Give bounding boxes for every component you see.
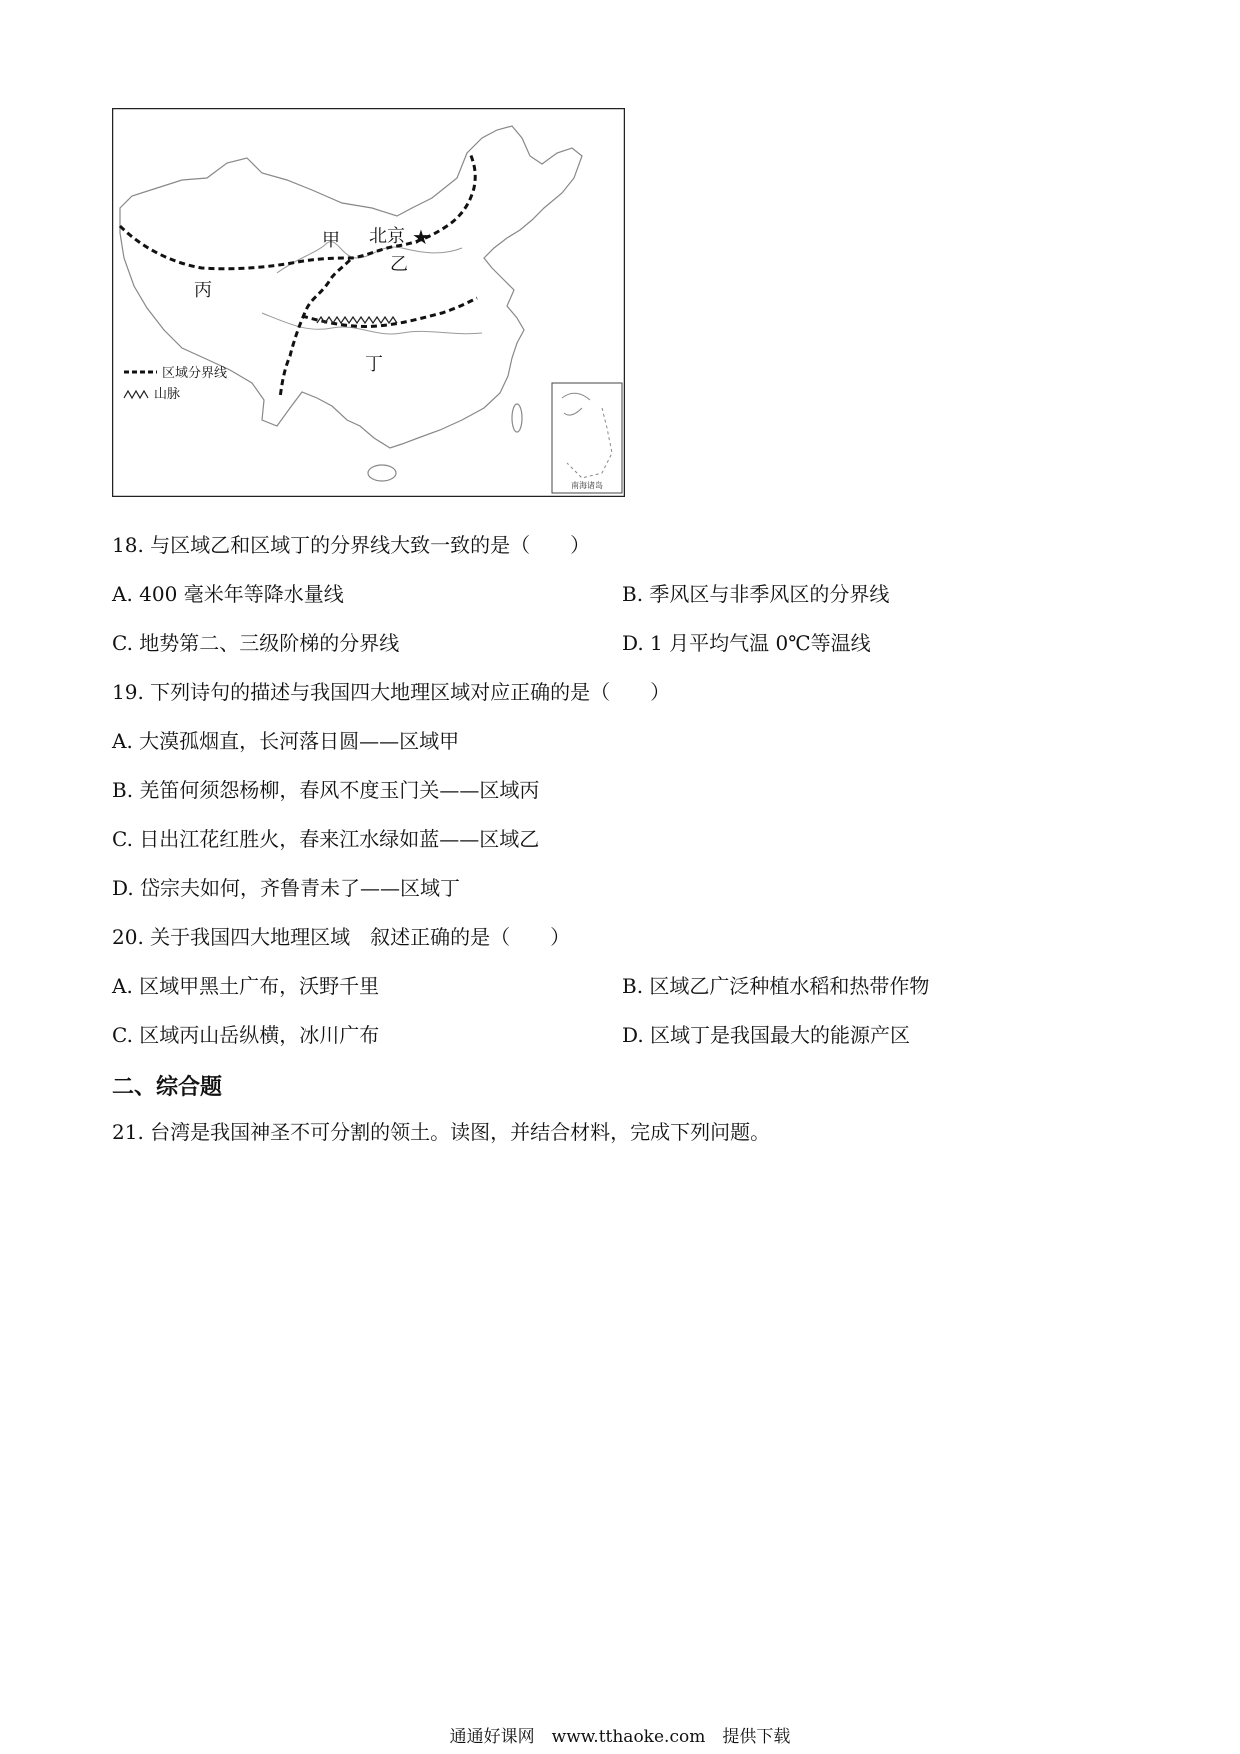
q19-option-d: D. 岱宗夫如何，齐鲁青未了——区域丁 bbox=[112, 876, 461, 900]
label-jia: 甲 bbox=[322, 230, 340, 251]
q18-option-a: A. 400 毫米年等降水量线 bbox=[112, 582, 344, 606]
beijing-star-icon: ★ bbox=[412, 225, 430, 249]
map-frame bbox=[113, 109, 625, 497]
q20-option-c: C. 区域丙山岳纵横，冰川广布 bbox=[112, 1023, 380, 1047]
q18-option-b: B. 季风区与非季风区的分界线 bbox=[622, 582, 890, 606]
q19-option-b: B. 羌笛何须怨杨柳，春风不度玉门关——区域丙 bbox=[112, 778, 540, 802]
q20-option-b: B. 区域乙广泛种植水稻和热带作物 bbox=[622, 974, 930, 998]
q20-stem: 20. 关于我国四大地理区域 叙述正确的是（ ） bbox=[112, 925, 571, 949]
label-ding: 丁 bbox=[365, 354, 383, 375]
q19-stem: 19. 下列诗句的描述与我国四大地理区域对应正确的是（ ） bbox=[112, 680, 671, 704]
section-heading: 二、综合题 bbox=[112, 1075, 223, 1100]
map-svg bbox=[112, 108, 625, 497]
china-region-map bbox=[112, 108, 625, 497]
q18-stem: 18. 与区域乙和区域丁的分界线大致一致的是（ ） bbox=[112, 533, 591, 557]
south-china-sea-inset bbox=[552, 383, 622, 493]
inset-label: 南海诸岛 bbox=[571, 481, 603, 490]
label-beijing: 北京 bbox=[369, 226, 405, 247]
q20-option-d: D. 区域丁是我国最大的能源产区 bbox=[622, 1023, 911, 1047]
q19-option-c: C. 日出江花红胜火，春来江水绿如蓝——区域乙 bbox=[112, 827, 540, 851]
label-bing: 丙 bbox=[194, 280, 212, 301]
q18-option-d: D. 1 月平均气温 0℃等温线 bbox=[622, 631, 871, 655]
legend-mountain-label: 山脉 bbox=[154, 387, 181, 402]
q21-stem: 21. 台湾是我国神圣不可分割的领土。读图，并结合材料，完成下列问题。 bbox=[112, 1120, 771, 1144]
label-yi: 乙 bbox=[390, 254, 408, 275]
q20-option-a: A. 区域甲黑土广布，沃野千里 bbox=[112, 974, 380, 998]
q19-option-a: A. 大漠孤烟直，长河落日圆——区域甲 bbox=[112, 729, 460, 753]
page-footer: 通通好课网 www.tthaoke.com 提供下载 bbox=[449, 1727, 791, 1747]
q18-option-c: C. 地势第二、三级阶梯的分界线 bbox=[112, 631, 400, 655]
legend-boundary-label: 区域分界线 bbox=[162, 366, 228, 381]
